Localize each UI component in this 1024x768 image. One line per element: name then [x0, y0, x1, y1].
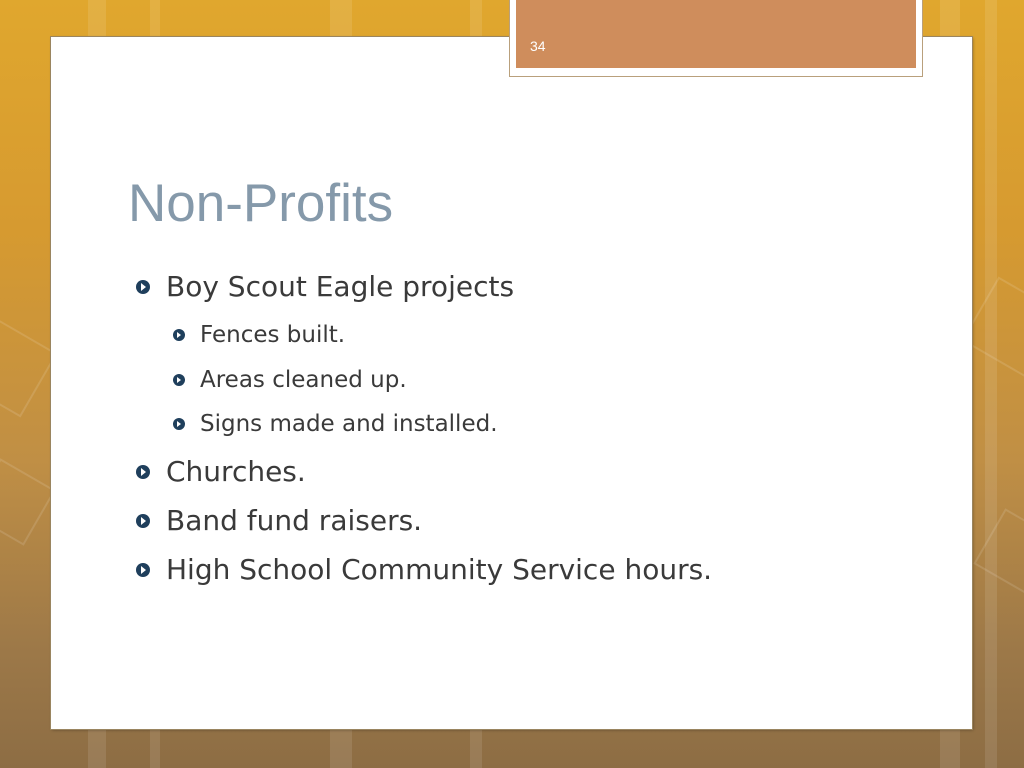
circle-arrow-bullet-icon	[136, 465, 150, 479]
circle-arrow-bullet-icon	[173, 374, 185, 386]
circle-arrow-bullet-icon	[173, 418, 185, 430]
sub-bullet-text: Fences built.	[200, 322, 346, 348]
bullet-text: Churches.	[166, 455, 306, 488]
bullet-text: High School Community Service hours.	[166, 553, 713, 586]
circle-arrow-bullet-icon	[173, 329, 185, 341]
sub-bullet-text: Signs made and installed.	[200, 411, 498, 437]
bullet-text: Band fund raisers.	[166, 504, 423, 537]
slide-title: Non-Profits	[128, 174, 394, 233]
circle-arrow-bullet-icon	[136, 514, 150, 528]
circle-arrow-bullet-icon	[136, 563, 150, 577]
bullet-text: Boy Scout Eagle projects	[166, 270, 515, 303]
slide-number: 34	[530, 38, 546, 54]
sub-bullet-text: Areas cleaned up.	[200, 367, 407, 393]
circle-arrow-bullet-icon	[136, 280, 150, 294]
